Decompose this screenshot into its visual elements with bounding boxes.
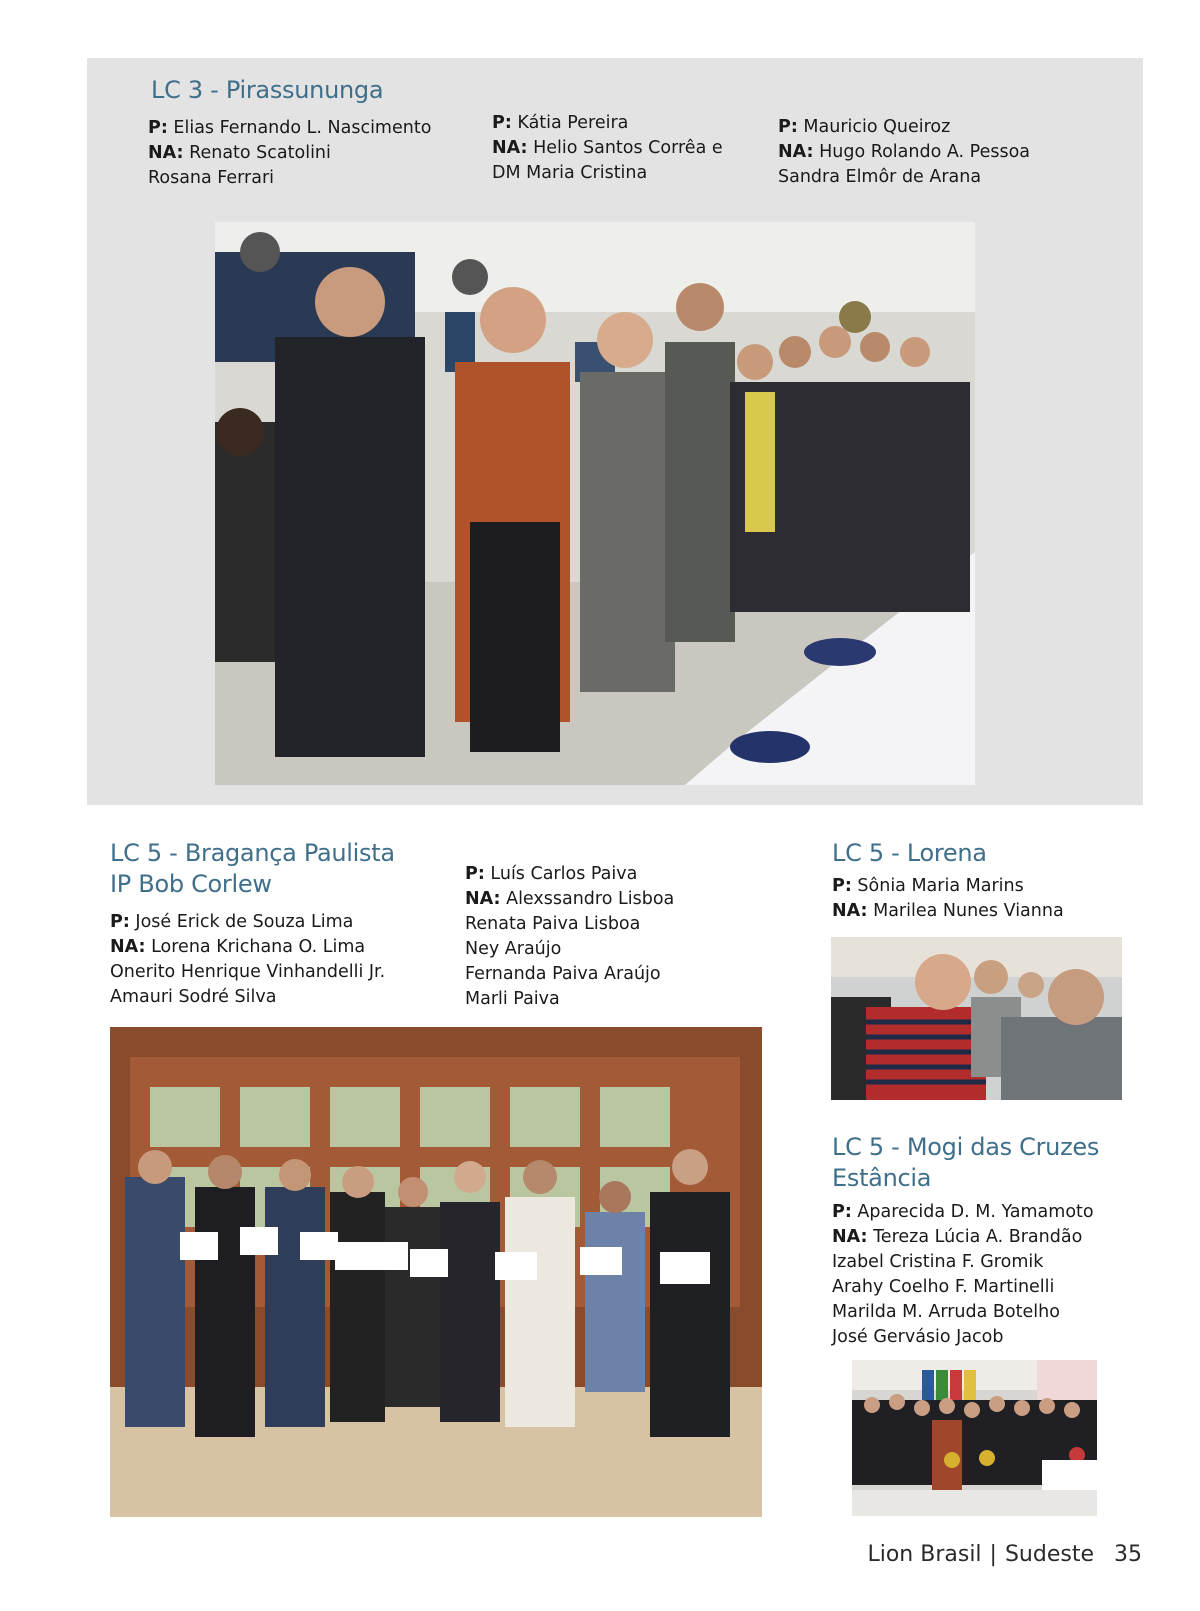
photo-lorena: [831, 937, 1122, 1100]
label-p: P:: [465, 864, 485, 884]
section-title-lorena: LC 5 - Lorena: [832, 839, 987, 867]
na-line: [110, 935, 385, 960]
section-title-braganca: [110, 838, 395, 900]
label-p: P:: [110, 912, 130, 932]
label-p: P:: [778, 117, 798, 137]
page-number: 35: [1114, 1542, 1142, 1567]
section-title-pirassununga: LC 3 - Pirassununga: [151, 76, 384, 104]
na-name: Alexssandro Lisboa: [506, 889, 675, 909]
label-p: P:: [832, 876, 852, 896]
president-line: [778, 115, 1030, 140]
officers-pirassununga-col1: [148, 116, 431, 191]
extra-name: Marli Paiva: [465, 989, 560, 1009]
extra-name: Sandra Elmôr de Arana: [778, 167, 982, 187]
president-name: José Erick de Souza Lima: [135, 912, 354, 932]
president-line: [832, 1200, 1094, 1225]
extra-name: Izabel Cristina F. Gromik: [832, 1252, 1044, 1272]
label-p: P:: [148, 118, 168, 138]
label-na: NA:: [492, 138, 528, 158]
photo-pirassununga: [215, 222, 975, 785]
president-name: Aparecida D. M. Yamamoto: [857, 1202, 1094, 1222]
section-title-mogi: [832, 1132, 1099, 1194]
extra-name: Fernanda Paiva Araújo: [465, 964, 661, 984]
extra-name: Ney Araújo: [465, 939, 562, 959]
extra-name: Marilda M. Arruda Botelho: [832, 1302, 1060, 1322]
section-title-braganca-line2: IP Bob Corlew: [110, 870, 272, 898]
officers-lorena: [832, 874, 1064, 924]
extra-name: Rosana Ferrari: [148, 168, 275, 188]
president-name: Mauricio Queiroz: [803, 117, 951, 137]
president-line: [492, 111, 723, 136]
president-line: [110, 910, 385, 935]
na-line: [492, 136, 723, 161]
section-title-mogi-line1: LC 5 - Mogi das Cruzes: [832, 1133, 1100, 1161]
extra-name: DM Maria Cristina: [492, 163, 648, 183]
extra-name: Onerito Henrique Vinhandelli Jr.: [110, 962, 386, 982]
na-name: Tereza Lúcia A. Brandão: [873, 1227, 1083, 1247]
president-name: Luís Carlos Paiva: [490, 864, 638, 884]
na-line: [465, 887, 674, 912]
na-line: [832, 1225, 1094, 1250]
officers-pirassununga-col2: [492, 111, 723, 186]
na-name: Hugo Rolando A. Pessoa: [819, 142, 1031, 162]
footer-separator: |: [989, 1542, 997, 1567]
photo-mogi: [852, 1360, 1097, 1516]
extra-name: José Gervásio Jacob: [832, 1327, 1004, 1347]
president-name: Sônia Maria Marins: [857, 876, 1024, 896]
na-name: Lorena Krichana O. Lima: [151, 937, 366, 957]
label-p: P:: [492, 113, 512, 133]
na-name: Helio Santos Corrêa e: [533, 138, 723, 158]
extra-name: Amauri Sodré Silva: [110, 987, 277, 1007]
na-name: Marilea Nunes Vianna: [873, 901, 1064, 921]
page-footer: [867, 1542, 1142, 1567]
section-title-braganca-line1: LC 5 - Bragança Paulista: [110, 839, 395, 867]
label-p: P:: [832, 1202, 852, 1222]
na-line: [148, 141, 431, 166]
publication-name: Lion Brasil: [867, 1542, 982, 1567]
na-line: [778, 140, 1030, 165]
extra-name: Renata Paiva Lisboa: [465, 914, 641, 934]
officers-pirassununga-col3: [778, 115, 1030, 190]
officers-braganca-col2: [465, 862, 674, 1012]
president-line: [465, 862, 674, 887]
region-name: Sudeste: [1004, 1542, 1094, 1567]
officers-braganca-col1: [110, 910, 385, 1010]
president-name: Kátia Pereira: [517, 113, 629, 133]
label-na: NA:: [832, 901, 868, 921]
extra-name: Arahy Coelho F. Martinelli: [832, 1277, 1055, 1297]
label-na: NA:: [832, 1227, 868, 1247]
label-na: NA:: [778, 142, 814, 162]
na-line: [832, 899, 1064, 924]
label-na: NA:: [465, 889, 501, 909]
section-title-mogi-line2: Estância: [832, 1164, 932, 1192]
president-name: Elias Fernando L. Nascimento: [173, 118, 432, 138]
label-na: NA:: [148, 143, 184, 163]
president-line: [148, 116, 431, 141]
label-na: NA:: [110, 937, 146, 957]
president-line: [832, 874, 1064, 899]
photo-braganca: [110, 1027, 762, 1517]
na-name: Renato Scatolini: [189, 143, 331, 163]
officers-mogi: [832, 1200, 1094, 1350]
